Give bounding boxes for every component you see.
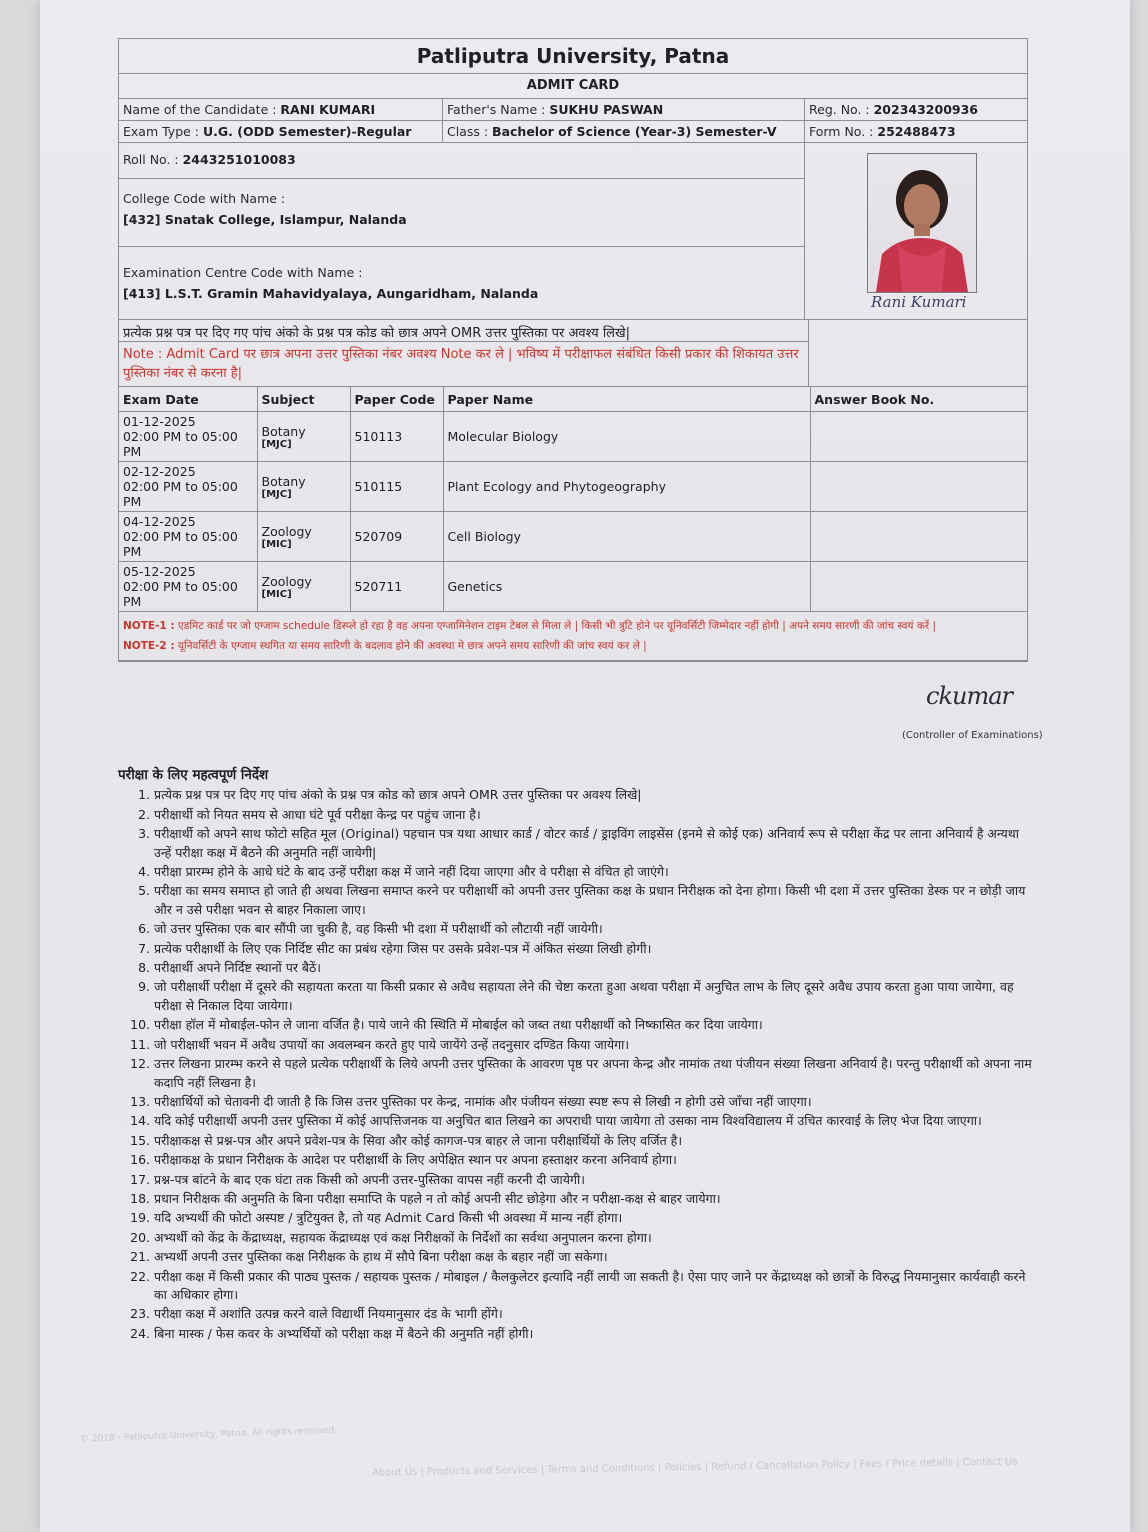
list-item: 2. परीक्षार्थी को नियत समय से आधा घंटे पूर्व परीक्षा केन्द्र पर पहुंच जाना है।: [154, 806, 1038, 824]
paper-name: Cell Biology: [443, 512, 810, 562]
subject-cell: [257, 512, 350, 562]
table-row: [119, 462, 1027, 512]
subject-cell: [257, 412, 350, 462]
note-1-label: NOTE-1 :: [123, 620, 175, 632]
reg-no-label: Reg. No. :: [809, 102, 874, 117]
paper-name: Plant Ecology and Phytogeography: [443, 462, 810, 512]
father-name-cell: [443, 99, 805, 120]
form-no-cell: [805, 121, 1027, 142]
class-label: Class :: [447, 124, 493, 139]
note-2: [123, 636, 1023, 656]
exam-time: 02:00 PM to 05:00 PM: [123, 479, 238, 509]
note-1-text: एडमिट कार्ड पर जो एग्जाम schedule डिस्प्ले हो रहा है वह अपना एग्जामिनेशन टाइम टेबल से मिला ले | किसी भी त्रुटि होने पर यूनिवर्सिटी जिम्मेदार नहीं होगी | अपने समय सारणी की जांच स्वयं करें |: [174, 620, 937, 632]
table-header-row: [119, 387, 1027, 412]
list-item: 9. जो परीक्षार्थी परीक्षा में दूसरे की सहायता करता या किसी प्रकार से अवैध सहायता लेने की चेष्टा करता हुआ अथवा परीक्षा में अनुचित लाभ के लिए दूसरे अवैध उपाय करता हुआ पाया जायेगा, वह परीक्षा से निकाल दिया जायेगा।: [154, 978, 1038, 1015]
university-title: Patliputra University, Patna: [119, 39, 1027, 74]
footer-links: About Us | Products and Services | Terms and Conditions | Policies | Refund / Cancellation Policy | Fees / Price details | Contact Us: [371, 1456, 1018, 1479]
document-title: ADMIT CARD: [119, 74, 1027, 99]
subject-code: [MIC]: [261, 538, 292, 550]
exam-type-cell: [119, 121, 443, 142]
list-item: 12. उत्तर लिखना प्रारम्भ करने से पहले प्रत्येक परीक्षार्थी के लिये अपनी उत्तर पुस्तिका के आवरण पृष्ठ पर अपना केन्द्र और नामांक तथा पंजीयन संख्या लिखना अनिवार्य है। परन्तु परीक्षार्थी को अपना नाम कदापि नहीं लिखना है।: [154, 1055, 1038, 1092]
controller-title: (Controller of Examinations): [902, 730, 1043, 741]
candidate-photo: [867, 153, 977, 293]
answer-book-no: [810, 512, 1027, 562]
list-item: 5. परीक्षा का समय समाप्त हो जाते ही अथवा लिखना समाप्त करने पर परीक्षार्थी को अपनी उत्तर पुस्तिका कक्ष के प्रधान निरीक्षक को देना होगा। किसी भी दशा में उत्तर पुस्तिका डेस्क पर न छोड़ी जाय और न उसे परीक्षा भवन से बाहर निकाला जाए।: [154, 882, 1038, 919]
roll-no-row: [119, 143, 804, 179]
answer-book-no: [810, 412, 1027, 462]
hindi-note-right: [809, 320, 1027, 386]
father-name-label: Father's Name :: [447, 102, 550, 117]
exam-time: 02:00 PM to 05:00 PM: [123, 429, 238, 459]
form-no: 252488473: [877, 124, 956, 139]
college-name: [432] Snatak College, Islampur, Nalanda: [123, 212, 407, 227]
photo-area: [805, 143, 1027, 319]
father-name: SUKHU PASWAN: [549, 102, 664, 117]
subject-cell: [257, 462, 350, 512]
candidate-signature: Rani Kumari: [871, 293, 967, 311]
list-item: 1. प्रत्येक प्रश्न पत्र पर दिए गए पांच अंको के प्रश्न पत्र कोड को छात्र अपने OMR उत्तर पुस्तिका पर अवश्य लिखे|: [154, 786, 1038, 804]
hindi-note-left: [119, 320, 809, 386]
paper-code: 520709: [350, 512, 443, 562]
exam-time: 02:00 PM to 05:00 PM: [123, 529, 238, 559]
exam-notes: [119, 612, 1027, 661]
list-item: 16. परीक्षाकक्ष के प्रधान निरीक्षक के आदेश पर परीक्षार्थी के लिए अपेक्षित स्थान पर अपना हस्ताक्षर करना अनिवार्य होगा।: [154, 1151, 1038, 1169]
header-paper-name: Paper Name: [443, 387, 810, 412]
instructions-list: [118, 786, 1038, 1343]
paper-code: 510115: [350, 462, 443, 512]
table-row: [119, 562, 1027, 612]
note-2-text: यूनिवर्सिटी के एग्जाम स्थगित या समय सारिणी के बदलाव होने की अवस्था मे छात्र अपने समय सारिणी की जांच स्वयं कर ले |: [174, 640, 647, 652]
note-2-label: NOTE-2 :: [123, 640, 175, 652]
list-item: 4. परीक्षा प्रारम्भ होने के आधे घंटे के बाद उन्हें परीक्षा कक्ष में जाने नहीं दिया जाएगा और वे परीक्षा से वंचित हो जाएंगे।: [154, 863, 1038, 881]
exam-date: 01-12-2025: [123, 414, 196, 429]
answer-book-no: [810, 462, 1027, 512]
list-item: 22. परीक्षा कक्ष में किसी प्रकार की पाठ्य पुस्तक / सहायक पुस्तक / मोबाइल / कैलकुलेटर इत्यादि नहीं लायी जा सकती है। ऐसा पाए जाने पर केंद्राध्यक्ष को छात्रों के विरुद्ध नियमानुसार कार्यवाही करने का अधिकार होगा।: [154, 1268, 1038, 1305]
exam-date-cell: [119, 562, 257, 612]
exam-schedule-table: [119, 387, 1027, 612]
candidate-info-left: [119, 143, 805, 319]
paper-name: Molecular Biology: [443, 412, 810, 462]
subject-code: [MJC]: [261, 488, 292, 500]
header-paper-code: Paper Code: [350, 387, 443, 412]
list-item: 6. जो उत्तर पुस्तिका एक बार सौंपी जा चुकी है, वह किसी भी दशा में परीक्षार्थी को लौटायी नहीं जायेगी।: [154, 920, 1038, 938]
hindi-note-block: [119, 320, 1027, 387]
subject: Zoology: [261, 573, 312, 589]
subject: Zoology: [261, 523, 312, 539]
instructions-heading: परीक्षा के लिए महत्वपूर्ण निर्देश: [118, 767, 269, 783]
centre-name: [413] L.S.T. Gramin Mahavidyalaya, Aungaridham, Nalanda: [123, 286, 539, 301]
header-exam-date: Exam Date: [119, 387, 257, 412]
table-row: [119, 412, 1027, 462]
college-label: College Code with Name :: [123, 191, 286, 206]
candidate-info-block: [119, 143, 1027, 320]
list-item: 7. प्रत्येक परीक्षार्थी के लिए एक निर्दिष्ट सीट का प्रबंध रहेगा जिस पर उसके प्रवेश-पत्र में अंकित संख्या लिखी होगी।: [154, 940, 1038, 958]
paper-code: 510113: [350, 412, 443, 462]
list-item: 15. परीक्षाकक्ष से प्रश्न-पत्र और अपने प्रवेश-पत्र के सिवा और कोई कागज-पत्र बाहर ले जाना परीक्षार्थियों के लिए वर्जित है।: [154, 1132, 1038, 1150]
subject-code: [MIC]: [261, 588, 292, 600]
list-item: 17. प्रश्न-पत्र बांटने के बाद एक घंटा तक किसी को अपनी उत्तर-पुस्तिका वापस नहीं करनी दी जायेगी।: [154, 1171, 1038, 1189]
exam-date: 04-12-2025: [123, 514, 196, 529]
candidate-row-2: [119, 121, 1027, 143]
candidate-photo-image: [868, 154, 976, 292]
subject-cell: [257, 562, 350, 612]
answer-book-no: [810, 562, 1027, 612]
list-item: 11. जो परीक्षार्थी भवन में अवैध उपायों का अवलम्बन करते हुए पाये जायेंगे उन्हें तदनुसार दण्डित किया जायेगा।: [154, 1036, 1038, 1054]
list-item: 19. यदि अभ्यर्थी की फोटो अस्पष्ट / त्रुटियुक्त है, तो यह Admit Card किसी भी अवस्था में मान्य नहीं होगा।: [154, 1209, 1038, 1227]
footer-copyright: © 2018 - Patliputra University, Patna. All rights reserved.: [79, 1425, 338, 1445]
table-row: [119, 512, 1027, 562]
candidate-name-cell: [119, 99, 443, 120]
subject: Botany: [261, 473, 306, 489]
list-item: 8. परीक्षार्थी अपने निर्दिष्ट स्थानों पर बैठें।: [154, 959, 1038, 977]
form-no-label: Form No. :: [809, 124, 878, 139]
reg-no-cell: [805, 99, 1027, 120]
exam-time: 02:00 PM to 05:00 PM: [123, 579, 238, 609]
exam-date-cell: [119, 462, 257, 512]
exam-date-cell: [119, 512, 257, 562]
college-row: [119, 179, 804, 247]
list-item: 14. यदि कोई परीक्षार्थी अपनी उत्तर पुस्तिका में कोई आपत्तिजनक या अनुचित बात लिखने का अपराधी पाया जायेगा तो उसका नाम विश्वविद्यालय में उचित कारवाई के लिए भेज दिया जाएगा।: [154, 1112, 1038, 1130]
exam-date: 02-12-2025: [123, 464, 196, 479]
exam-date: 05-12-2025: [123, 564, 196, 579]
class-cell: [443, 121, 805, 142]
list-item: 3. परीक्षार्थी को अपने साथ फोटो सहित मूल (Original) पहचान पत्र यथा आधार कार्ड / वोटर कार्ड / ड्राइविंग लाइसेंस (इनमे से कोई एक) अनिवार्य रूप से परीक्षा केंद्र पर लाना अनिवार्य है अन्यथा उन्हें परीक्षा कक्ष में बैठने की अनुमति नहीं जायेगी|: [154, 825, 1038, 862]
header-answer-book: Answer Book No.: [810, 387, 1027, 412]
candidate-name-label: Name of the Candidate :: [123, 102, 281, 117]
admit-card: [118, 38, 1028, 662]
candidate-name: RANI KUMARI: [280, 102, 376, 117]
subject: Botany: [261, 423, 306, 439]
omr-instruction: प्रत्येक प्रश्न पत्र पर दिए गए पांच अंको के प्रश्न पत्र कोड को छात्र अपने OMR उत्तर पुस्तिका पर अवश्य लिखे|: [119, 320, 808, 342]
list-item: 18. प्रधान निरीक्षक की अनुमति के बिना परीक्षा समाप्ति के पहले न तो कोई अपनी सीट छोड़ेगा और न परीक्षा-कक्ष से बाहर जायेगा।: [154, 1190, 1038, 1208]
list-item: 21. अभ्यर्थी अपनी उत्तर पुस्तिका कक्ष निरीक्षक के हाथ में सौपे बिना परीक्षा कक्ष के बहार नहीं जा सकेगा।: [154, 1248, 1038, 1266]
paper-name: Genetics: [443, 562, 810, 612]
list-item: 23. परीक्षा कक्ष में अशांति उत्पन्न करने वाले विद्यार्थी नियमानुसार दंड के भागी होंगे।: [154, 1305, 1038, 1323]
list-item: 20. अभ्यर्थी को केंद्र के केंद्राध्यक्ष, सहायक केंद्राध्यक्ष एवं कक्ष निरीक्षकों के निर्देशों का सर्वथा अनुपालन करना होगा।: [154, 1229, 1038, 1247]
note-1: [123, 616, 1023, 636]
controller-signature: ckumar: [926, 682, 1012, 710]
subject-code: [MJC]: [261, 438, 292, 450]
important-instructions: [118, 762, 1038, 1344]
centre-label: Examination Centre Code with Name :: [123, 265, 363, 280]
answer-book-note: Note : Admit Card पर छात्र अपना उत्तर पुस्तिका नंबर अवश्य Note कर ले | भविष्य में परीक्षाफल संबंधित किसी प्रकार की शिकायत उत्तर पुस्तिका नंबर से करना है|: [123, 347, 799, 381]
paper-code: 520711: [350, 562, 443, 612]
roll-no-label: Roll No. :: [123, 152, 183, 167]
list-item: 13. परीक्षार्थियों को चेतावनी दी जाती है कि जिस उत्तर पुस्तिका पर केन्द्र, नामांक और पंजीयन संख्या स्पष्ट रूप से लिखी न होगी उसे जाँचा नहीं जाएगा।: [154, 1093, 1038, 1111]
centre-row: [119, 247, 804, 319]
roll-no: 2443251010083: [182, 152, 296, 167]
list-item: 24. बिना मास्क / फेस कवर के अभ्यर्थियों को परीक्षा कक्ष में बैठने की अनुमति नहीं होगी।: [154, 1325, 1038, 1343]
exam-date-cell: [119, 412, 257, 462]
candidate-row-1: [119, 99, 1027, 121]
class-value: Bachelor of Science (Year-3) Semester-V: [492, 124, 777, 139]
list-item: 10. परीक्षा हॉल में मोबाईल-फोन ले जाना वर्जित है। पाये जाने की स्थिति में मोबाईल को जब्त तथा परीक्षार्थी को निष्कासित कर दिया जायेगा।: [154, 1016, 1038, 1034]
exam-type-label: Exam Type :: [123, 124, 203, 139]
reg-no: 202343200936: [873, 102, 978, 117]
exam-type: U.G. (ODD Semester)-Regular: [202, 124, 412, 139]
header-subject: Subject: [257, 387, 350, 412]
